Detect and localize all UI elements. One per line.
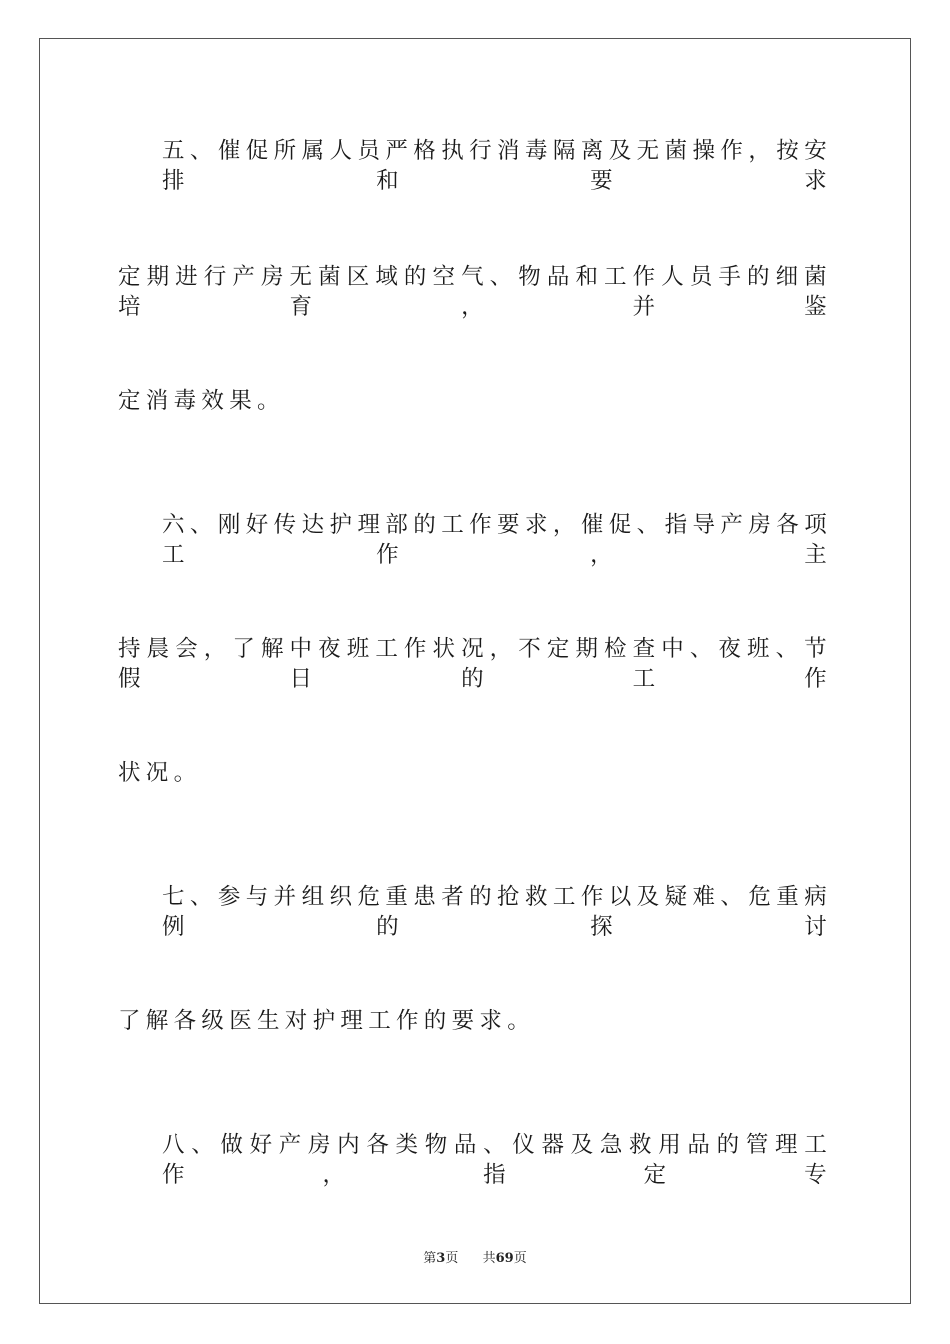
text-line-5: 持晨会，了解中夜班工作状况，不定期检查中、夜班、节假日的工作 xyxy=(118,636,832,692)
footer-page-suffix: 页 xyxy=(445,1251,459,1266)
text-line-6: 状况。 xyxy=(118,760,202,786)
text-line-4: 六、刚好传达护理部的工作要求，催促、指导产房各项工作，主 xyxy=(162,512,832,568)
footer-total-suffix: 页 xyxy=(513,1251,527,1266)
text-line-1: 五、催促所属人员严格执行消毒隔离及无菌操作，按安排和要求 xyxy=(162,138,832,194)
footer-total-prefix: 共 xyxy=(482,1251,496,1266)
page-footer xyxy=(0,1247,950,1266)
text-line-9: 八、做好产房内各类物品、仪器及急救用品的管理工作，指定专 xyxy=(162,1132,832,1188)
text-line-2: 定期进行产房无菌区域的空气、物品和工作人员手的细菌培育，并鉴 xyxy=(118,264,832,320)
text-line-3: 定消毒效果。 xyxy=(118,388,285,414)
text-line-7: 七、参与并组织危重患者的抢救工作以及疑难、危重病例的探讨 xyxy=(162,884,832,940)
footer-total-pages: 69 xyxy=(495,1251,514,1266)
footer-page-number: 3 xyxy=(436,1251,446,1266)
text-line-8: 了解各级医生对护理工作的要求。 xyxy=(118,1008,536,1034)
footer-page-prefix: 第 xyxy=(423,1251,437,1266)
